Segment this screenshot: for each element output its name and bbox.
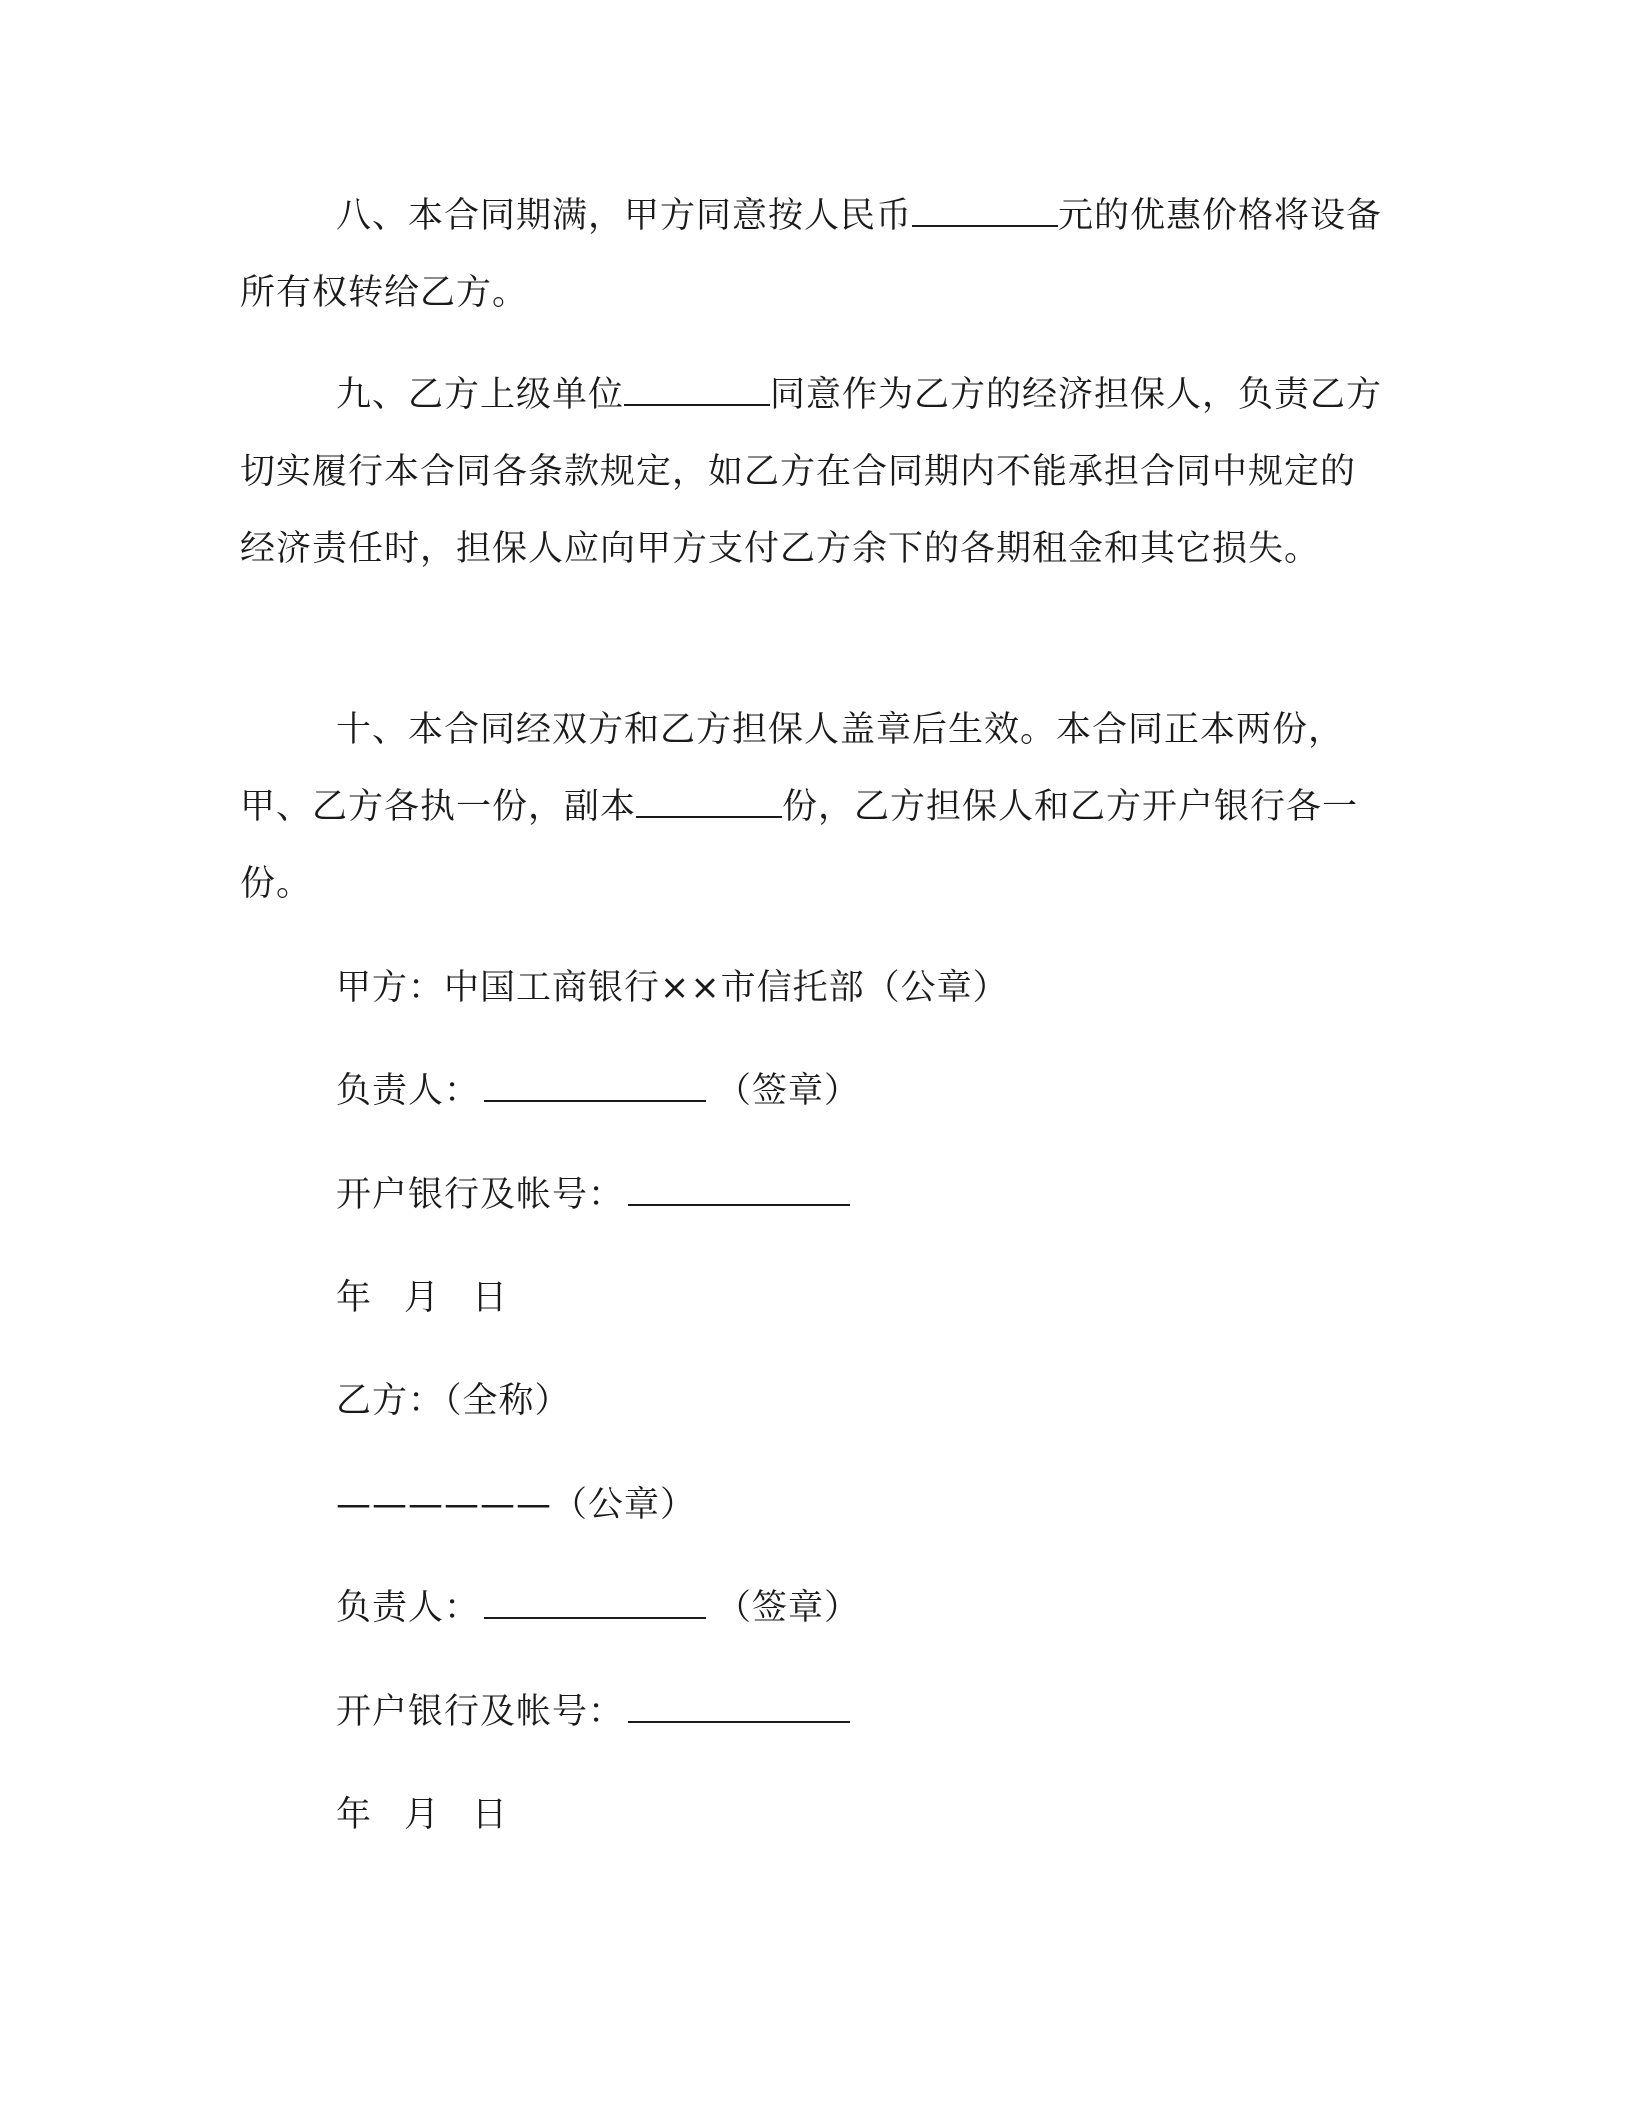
party-a-responsible-blank — [484, 1066, 706, 1102]
party-a-responsible — [336, 1066, 860, 1116]
party-b-responsible-label: 负责人： — [336, 1588, 481, 1628]
clause-10 — [240, 692, 1390, 923]
party-a-day: 日 — [472, 1278, 509, 1318]
party-b-signature-label: （签章） — [716, 1588, 861, 1628]
party-b-name: 乙方：（全称） — [336, 1381, 571, 1421]
clause-9 — [240, 357, 1390, 588]
clause-9-text-before: 九、乙方上级单位 — [336, 375, 625, 415]
guarantor-unit-blank — [624, 370, 770, 406]
party-b-day: 日 — [472, 1795, 509, 1835]
clause-8-text-before: 八、本合同期满，甲方同意按人民币 — [336, 196, 913, 236]
party-b-bank-blank — [628, 1687, 850, 1723]
party-a-responsible-label: 负责人： — [336, 1071, 481, 1111]
clause-8-text-after: 元的优惠价格将设备所有权转给乙方。 — [240, 196, 1383, 313]
party-b-responsible — [336, 1583, 860, 1633]
party-a-name: 甲方：中国工商银行××市信托部（公章） — [336, 968, 1009, 1008]
party-b-seal: ——————（公章） — [336, 1485, 697, 1525]
party-a-month: 月 — [404, 1278, 441, 1318]
party-a-year: 年 — [336, 1278, 373, 1318]
party-a-bank-blank — [628, 1170, 850, 1206]
party-a-signature-label: （签章） — [716, 1071, 861, 1111]
party-a-date — [336, 1273, 540, 1323]
price-blank — [912, 191, 1058, 227]
party-b-bank-label: 开户银行及帐号： — [336, 1692, 625, 1732]
clause-8 — [240, 178, 1390, 332]
party-a-bank-label: 开户银行及帐号： — [336, 1175, 625, 1215]
party-b-year: 年 — [336, 1795, 373, 1835]
clause-10-text-after: 份，乙方担保人和乙方开户银行各一份。 — [240, 787, 1359, 904]
party-b-responsible-blank — [484, 1583, 706, 1619]
clause-10-text-before: 十、本合同经双方和乙方担保人盖章后生效。本合同正本两份，甲、乙方各执一份，副本 — [240, 710, 1345, 827]
copies-blank — [636, 782, 782, 818]
party-b-date — [336, 1790, 540, 1840]
clause-9-text-after: 同意作为乙方的经济担保人，负责乙方切实履行本合同各条款规定，如乙方在合同期内不能承担合同中规定的经济责任时，担保人应向甲方支付乙方余下的各期租金和其它损失。 — [240, 375, 1383, 569]
party-b-month: 月 — [404, 1795, 441, 1835]
party-a-bank — [336, 1170, 860, 1220]
party-b-bank — [336, 1687, 860, 1737]
